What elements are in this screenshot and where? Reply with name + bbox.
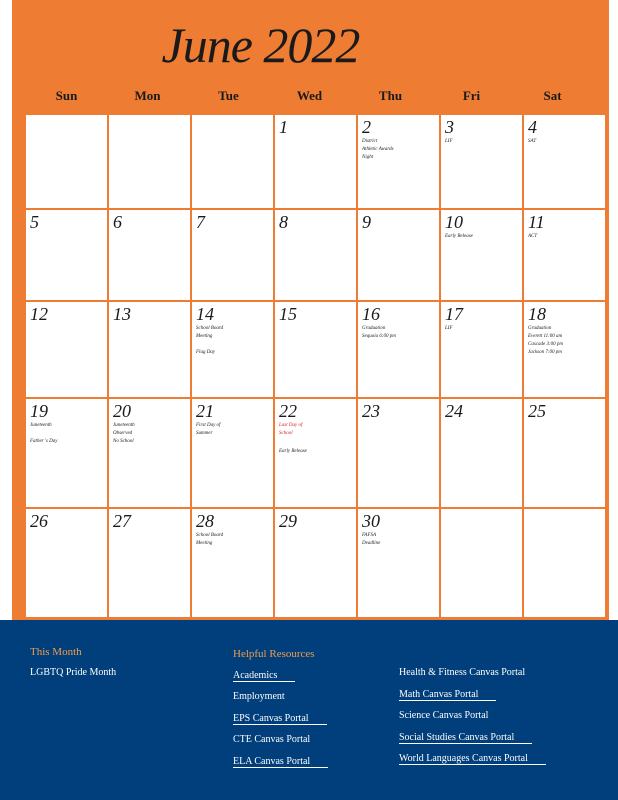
day-cell: [26, 509, 107, 617]
day-cell: [275, 399, 356, 507]
day-number: 4: [528, 117, 537, 137]
day-cell: [109, 399, 190, 507]
day-cell: [192, 302, 273, 397]
day-cell: [26, 399, 107, 507]
link-academics[interactable]: Academics: [233, 670, 295, 682]
day-number: 2: [362, 117, 371, 137]
day-cell: [524, 302, 605, 397]
day-header: Fri: [462, 88, 481, 103]
day-cell: [26, 302, 107, 397]
day-number: 27: [113, 511, 131, 531]
day-number: 19: [30, 401, 48, 421]
event-text: District Athletic Awards Night: [362, 139, 394, 160]
day-number: 5: [30, 212, 39, 232]
day-number: 23: [362, 401, 380, 421]
page-title: June 2022: [161, 17, 360, 73]
footer: [0, 620, 618, 800]
event-text: Early Release: [279, 449, 307, 454]
link-employment[interactable]: Employment: [233, 691, 285, 702]
day-cell: [358, 115, 439, 208]
day-cell: [358, 509, 439, 617]
day-header: Sun: [55, 88, 78, 103]
this-month-text: LGBTQ Pride Month: [30, 667, 117, 678]
event-text: ACT: [528, 234, 538, 239]
day-cell: [275, 210, 356, 300]
day-cell: [192, 210, 273, 300]
day-number: 20: [113, 401, 131, 421]
event-text: Graduation Sequoia 6:00 pm: [362, 326, 396, 339]
day-number: 8: [279, 212, 288, 232]
day-number: 22: [279, 401, 297, 421]
day-header-row: [26, 88, 607, 108]
day-cell: [441, 509, 522, 617]
day-cell: [441, 210, 522, 300]
day-number: 10: [445, 212, 463, 232]
day-number: 11: [528, 212, 545, 232]
day-cell: [109, 509, 190, 617]
day-header: Tue: [218, 88, 239, 103]
this-month-heading: This Month: [30, 646, 82, 658]
day-cell: [192, 399, 273, 507]
event-text: LIF: [445, 326, 453, 331]
day-cell: [358, 399, 439, 507]
event-text: Juneteenth Father 's Day: [30, 423, 58, 444]
calendar-grid: [26, 115, 607, 613]
day-number: 12: [30, 304, 48, 324]
day-number: 9: [362, 212, 371, 232]
link-math-canvas[interactable]: Math Canvas Portal: [399, 689, 496, 701]
day-number: 14: [196, 304, 214, 324]
day-cell: [358, 210, 439, 300]
day-cell: [109, 302, 190, 397]
event-text: Juneteenth Observed No School: [113, 423, 135, 444]
day-cell: [109, 210, 190, 300]
day-header: Thu: [378, 88, 403, 103]
day-cell: [275, 302, 356, 397]
day-header: Sat: [543, 88, 562, 103]
day-cell: [26, 210, 107, 300]
day-number: 6: [113, 212, 122, 232]
day-cell: [441, 399, 522, 507]
day-number: 25: [528, 401, 546, 421]
day-number: 24: [445, 401, 463, 421]
day-cell: [524, 509, 605, 617]
link-world-languages-canvas[interactable]: World Languages Canvas Portal: [399, 753, 546, 765]
calendar-panel: [12, 0, 609, 620]
day-header: Mon: [134, 88, 161, 103]
day-cell: [524, 115, 605, 208]
day-number: 15: [279, 304, 297, 324]
event-text: First Day of Summer: [196, 423, 221, 436]
day-cell: [109, 115, 190, 208]
day-cell: [275, 115, 356, 208]
event-text: School Board Meeting Flag Day: [196, 326, 224, 355]
day-cell: [441, 115, 522, 208]
day-number: 13: [113, 304, 131, 324]
day-number: 26: [30, 511, 48, 531]
day-number: 16: [362, 304, 380, 324]
event-text: School Board Meeting: [196, 533, 224, 546]
day-cell: [524, 399, 605, 507]
day-number: 21: [196, 401, 214, 421]
link-cte-canvas[interactable]: CTE Canvas Portal: [233, 734, 311, 745]
link-eps-canvas[interactable]: EPS Canvas Portal: [233, 713, 327, 725]
day-cell: [26, 115, 107, 208]
event-text: Last Day of School: [279, 423, 303, 436]
day-number: 30: [362, 511, 380, 531]
day-cell: [192, 115, 273, 208]
link-science-canvas[interactable]: Science Canvas Portal: [399, 710, 489, 721]
event-text: SAT: [528, 139, 537, 144]
link-ela-canvas[interactable]: ELA Canvas Portal: [233, 756, 328, 768]
event-text: Graduation Everett 11:00 am Cascade 3:00 pm Jackson 7:00 pm: [528, 326, 563, 355]
day-number: 3: [445, 117, 454, 137]
day-number: 17: [445, 304, 463, 324]
day-cell: [441, 302, 522, 397]
day-number: 18: [528, 304, 546, 324]
link-health-fitness[interactable]: Health & Fitness Canvas Portal: [399, 667, 526, 678]
day-number: 29: [279, 511, 297, 531]
event-text: FAFSA Deadline: [362, 533, 381, 546]
link-social-studies-canvas[interactable]: Social Studies Canvas Portal: [399, 732, 532, 744]
day-cell: [275, 509, 356, 617]
day-header: Wed: [296, 88, 323, 103]
day-cell: [524, 210, 605, 300]
event-text: LIF: [445, 139, 453, 144]
resources-heading: Helpful Resources: [233, 648, 315, 660]
day-number: 1: [279, 117, 288, 137]
event-text: Early Release: [445, 234, 473, 239]
day-number: 7: [196, 212, 205, 232]
day-number: 28: [196, 511, 214, 531]
day-cell: [192, 509, 273, 617]
day-cell: [358, 302, 439, 397]
